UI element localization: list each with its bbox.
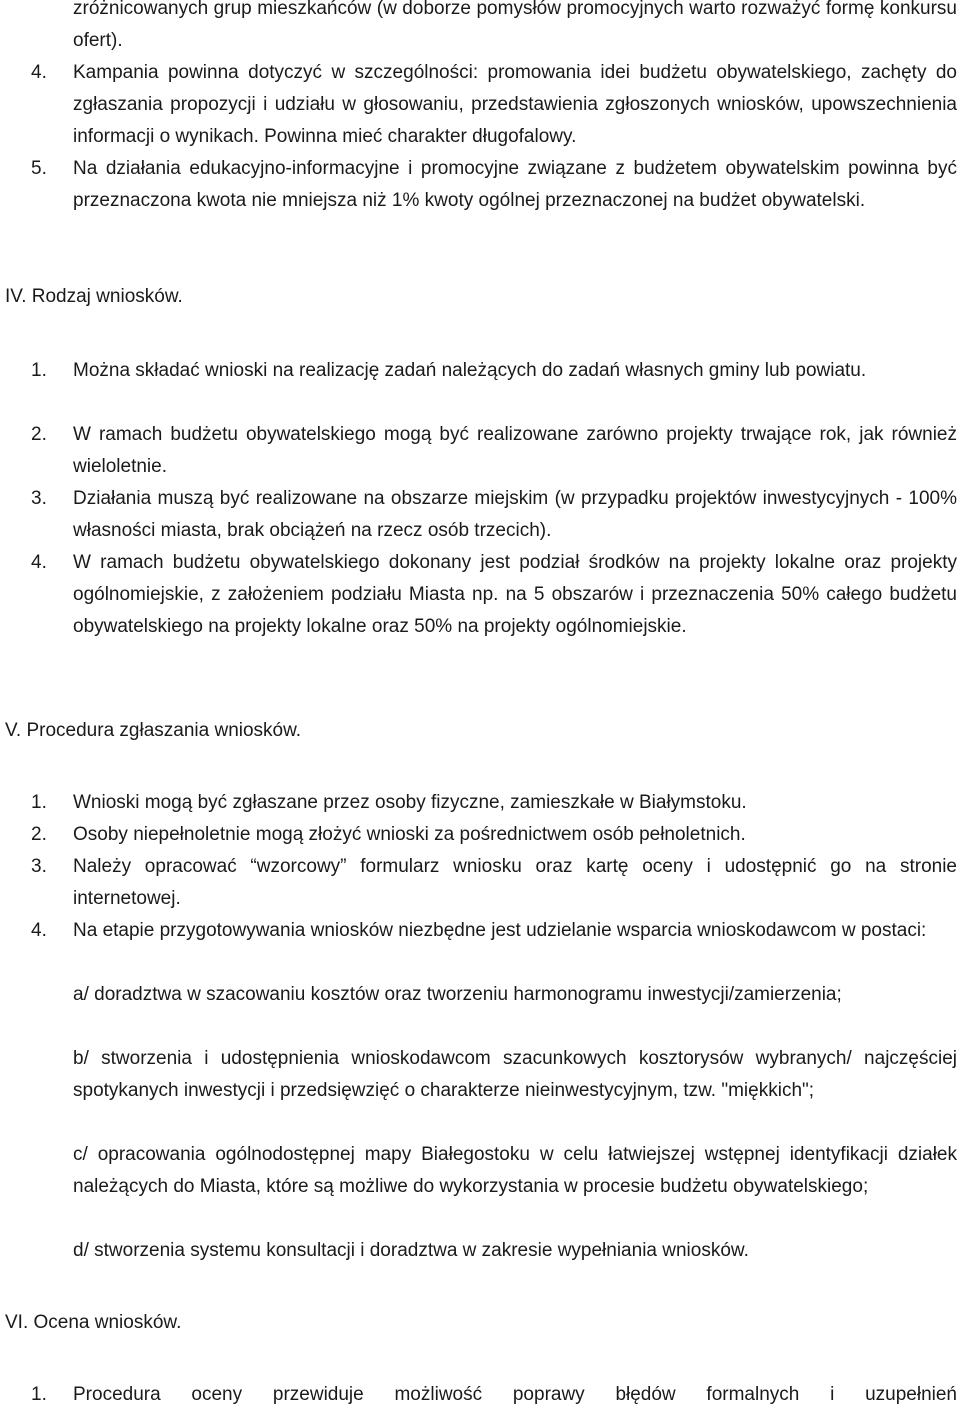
list-number: 5. [31, 158, 47, 179]
sub-item-text: b/ stworzenia i udostępnienia wnioskodawcom szacunkowych kosztorysów wybranych/ najczęściej spotykanych inwestycji i przedsięwzięć o charakterze nieinwestycyjnym, tzw. "miękkich"; [73, 1048, 957, 1101]
list-number: 4. [31, 552, 47, 573]
list-item-text: W ramach budżetu obywatelskiego mogą być realizowane zarówno projekty trwające rok, jak również wieloletnie. [73, 424, 957, 477]
continued-paragraph [73, 0, 957, 57]
list-number: 1. [31, 792, 47, 813]
list-number: 4. [31, 62, 47, 83]
list-item [31, 915, 957, 947]
list-item [31, 355, 957, 387]
list-item-text: Działania muszą być realizowane na obszarze miejskim (w przypadku projektów inwestycyjnych - 100% własności miasta, brak obciążeń na rzecz osób trzecich). [73, 488, 957, 541]
list-item-text: Osoby niepełnoletnie mogą złożyć wnioski za pośrednictwem osób pełnoletnich. [73, 824, 746, 845]
section-heading-iv: IV. Rodzaj wniosków. [5, 286, 183, 307]
list-item [31, 819, 957, 851]
list-number: 4. [31, 920, 47, 941]
list-item [31, 851, 957, 915]
list-item [31, 419, 957, 483]
list-item [31, 787, 957, 819]
list-item [31, 1379, 957, 1411]
list-number: 2. [31, 824, 47, 845]
list-item-text: Procedura oceny przewiduje możliwość poprawy błędów formalnych i uzupełnień [73, 1384, 957, 1405]
sub-item-text: c/ opracowania ogólnodostępnej mapy Białegostoku w celu łatwiejszej wstępnej identyfikacji działek należących do Miasta, które są możliwe do wykorzystania w procesie budżetu obywatelskiego; [73, 1144, 957, 1197]
list-item-text: Można składać wnioski na realizację zadań należących do zadań własnych gminy lub powiatu. [73, 360, 867, 381]
sub-item-text: d/ stworzenia systemu konsultacji i doradztwa w zakresie wypełniania wniosków. [73, 1240, 749, 1261]
list-item-text: Na etapie przygotowywania wniosków niezbędne jest udzielanie wsparcia wnioskodawcom w postaci: [73, 920, 927, 941]
section-heading-vi: VI. Ocena wniosków. [5, 1312, 182, 1333]
list-item-text: Kampania powinna dotyczyć w szczególności: promowania idei budżetu obywatelskiego, zachęty do zgłaszania propozycji i udziału w głosowaniu, przedstawienia zgłoszonych wniosków, upowszechnienia informacji o wynikach. Powinna mieć charakter długofalowy. [73, 62, 957, 147]
sub-list-item [73, 1235, 957, 1267]
list-number: 3. [31, 488, 47, 509]
list-item [31, 483, 957, 547]
section-heading-v: V. Procedura zgłaszania wniosków. [5, 720, 302, 741]
sub-item-text: a/ doradztwa w szacowaniu kosztów oraz tworzeniu harmonogramu inwestycji/zamierzenia; [73, 984, 842, 1005]
list-item-text: Na działania edukacyjno-informacyjne i promocyjne związane z budżetem obywatelskim powinna być przeznaczona kwota nie mniejsza niż 1% kwoty ogólnej przeznaczonej na budżet obywatelski. [73, 158, 957, 211]
list-item-text: Należy opracować “wzorcowy” formularz wniosku oraz kartę oceny i udostępnić go na stronie internetowej. [73, 856, 957, 909]
paragraph-text: zróżnicowanych grup mieszkańców (w doborze pomysłów promocyjnych warto rozważyć formę konkursu ofert). [73, 0, 957, 51]
list-item [31, 547, 957, 643]
list-number: 1. [31, 1384, 47, 1405]
sub-list-item [73, 979, 957, 1011]
sub-list-item [73, 1139, 957, 1203]
sub-list-item [73, 1043, 957, 1107]
list-item [31, 57, 957, 153]
list-item-text: Wnioski mogą być zgłaszane przez osoby fizyczne, zamieszkałe w Białymstoku. [73, 792, 747, 813]
list-number: 3. [31, 856, 47, 877]
list-number: 1. [31, 360, 47, 381]
list-item [31, 153, 957, 217]
list-number: 2. [31, 424, 47, 445]
list-item-text: W ramach budżetu obywatelskiego dokonany jest podział środków na projekty lokalne oraz projekty ogólnomiejskie, z założeniem podziału Miasta np. na 5 obszarów i przeznaczenia 50% całego budżetu obywatelskiego na projekty lokalne oraz 50% na projekty ogólnomiejskie. [73, 552, 957, 637]
